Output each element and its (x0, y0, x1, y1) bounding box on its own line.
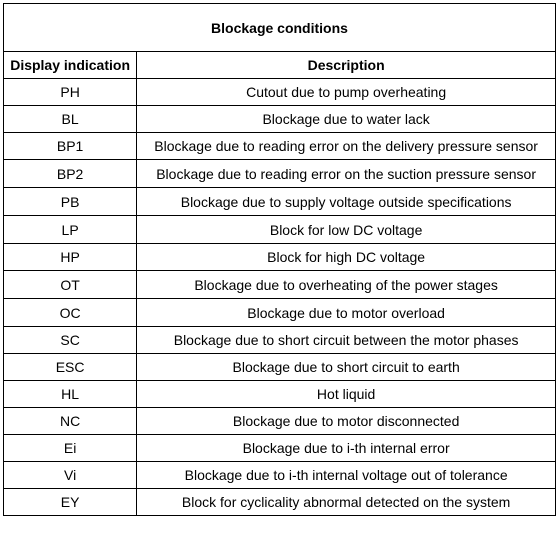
description-cell: Block for low DC voltage (137, 216, 556, 244)
table-body (4, 79, 556, 516)
display-indication-cell: BL (4, 106, 137, 133)
display-indication-cell: Ei (4, 435, 137, 462)
table-row (4, 354, 556, 381)
blockage-conditions-table-container (3, 3, 556, 516)
table-row (4, 381, 556, 408)
description-cell: Blockage due to i-th internal error (137, 435, 556, 462)
description-cell: Blockage due to reading error on the suction pressure sensor (137, 160, 556, 188)
display-indication-cell: OT (4, 271, 137, 299)
description-cell: Blockage due to supply voltage outside specifications (137, 188, 556, 216)
description-cell: Blockage due to overheating of the power stages (137, 271, 556, 299)
display-indication-cell: SC (4, 327, 137, 354)
table-row (4, 188, 556, 216)
display-indication-cell: OC (4, 299, 137, 327)
table-row (4, 435, 556, 462)
display-indication-cell: LP (4, 216, 137, 244)
display-indication-cell: EY (4, 489, 137, 516)
description-cell: Hot liquid (137, 381, 556, 408)
description-cell: Block for high DC voltage (137, 244, 556, 271)
description-cell: Blockage due to water lack (137, 106, 556, 133)
table-row (4, 408, 556, 435)
description-cell: Blockage due to reading error on the delivery pressure sensor (137, 133, 556, 160)
description-cell: Cutout due to pump overheating (137, 79, 556, 106)
display-indication-cell: HP (4, 244, 137, 271)
description-cell: Blockage due to short circuit to earth (137, 354, 556, 381)
table-row (4, 489, 556, 516)
description-cell: Block for cyclicality abnormal detected on the system (137, 489, 556, 516)
display-indication-cell: NC (4, 408, 137, 435)
display-indication-cell: ESC (4, 354, 137, 381)
display-indication-cell: PB (4, 188, 137, 216)
table-row (4, 462, 556, 489)
table-row (4, 106, 556, 133)
table-row (4, 160, 556, 188)
table-row (4, 79, 556, 106)
column-header-description: Description (137, 52, 556, 79)
table-row (4, 244, 556, 271)
display-indication-cell: BP1 (4, 133, 137, 160)
display-indication-cell: BP2 (4, 160, 137, 188)
table-header-row (4, 52, 556, 79)
table-title-row (4, 4, 556, 52)
table-row (4, 327, 556, 354)
column-header-display-indication: Display indication (4, 52, 137, 79)
table-row (4, 299, 556, 327)
description-cell: Blockage due to motor overload (137, 299, 556, 327)
description-cell: Blockage due to i-th internal voltage out of tolerance (137, 462, 556, 489)
display-indication-cell: HL (4, 381, 137, 408)
blockage-conditions-table (3, 3, 556, 516)
table-title: Blockage conditions (4, 4, 556, 52)
table-row (4, 216, 556, 244)
table-row (4, 271, 556, 299)
description-cell: Blockage due to short circuit between the motor phases (137, 327, 556, 354)
description-cell: Blockage due to motor disconnected (137, 408, 556, 435)
display-indication-cell: Vi (4, 462, 137, 489)
table-row (4, 133, 556, 160)
display-indication-cell: PH (4, 79, 137, 106)
